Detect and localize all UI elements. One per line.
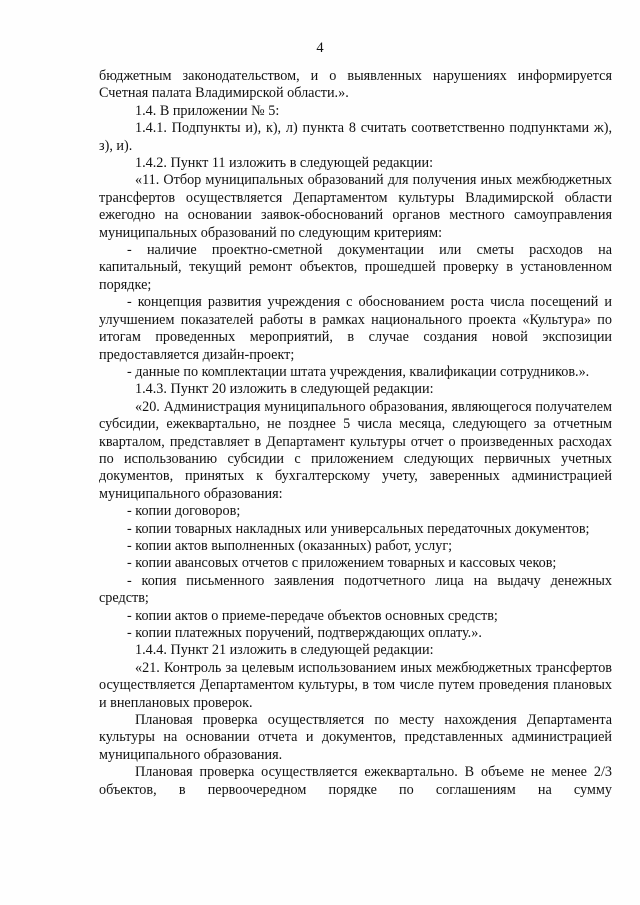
document-body (99, 68, 612, 799)
section-heading: 1.4.4. Пункт 21 изложить в следующей редакции: (135, 642, 434, 659)
page-number: 4 (316, 40, 324, 56)
list-item: - копии авансовых отчетов с приложением товарных и кассовых чеков; (127, 555, 557, 572)
list-item: - данные по комплектации штата учреждения, квалификации сотрудников.». (127, 363, 590, 380)
paragraph: бюджетным законодательством, и о выявленных нарушениях информируется Счетная палата Владимирской области.». (99, 68, 612, 102)
list-item: - копии актов выполненных (оказанных) работ, услуг; (127, 537, 453, 554)
paragraph: Плановая проверка осуществляется по месту нахождения Департамента культуры на основании отчета и документов, представленных администрацией муниципального образования. (99, 712, 612, 763)
section-heading: 1.4. В приложении № 5: (135, 102, 280, 119)
list-item: - концепция развития учреждения с обоснованием роста числа посещений и улучшением показателей работы в рамках национального проекта «Культура» по итогам проведенных мероприятий, в случае создания новой экспозиции предоставляется дизайн-проект; (99, 294, 612, 363)
paragraph: 1.4.1. Подпункты и), к), л) пункта 8 считать соответственно подпунктами ж), з), и). (99, 120, 612, 154)
list-item: - наличие проектно-сметной документации или сметы расходов на капитальный, текущий ремонт объектов, прошедшей проверку в установленном порядке; (99, 242, 612, 293)
paragraph: «20. Администрация муниципального образования, являющегося получателем субсидии, ежеквартально, не позднее 5 числа месяца, следующего за отчетным кварталом, представляет в Департамент культуры отчет о произведенных расходах по использованию субсидии с приложением следующих первичных учетных документов, принятых к бухгалтерскому учету, заверенных администрацией муниципального образования: (99, 398, 612, 502)
list-item: - копии договоров; (127, 503, 241, 520)
paragraph: «21. Контроль за целевым использованием иных межбюджетных трансфертов осуществляется Департаментом культуры, в том числе путем проведения плановых и внеплановых проверок. (99, 659, 612, 711)
list-item: - копии актов о приеме-передаче объектов основных средств; (127, 607, 498, 624)
list-item: - копии товарных накладных или универсальных передаточных документов; (127, 520, 590, 537)
paragraph: Плановая проверка осуществляется ежеквартально. В объеме не менее 2/3 объектов, в первоочередном порядке по соглашениям на сумму (99, 764, 612, 798)
list-item: - копия письменного заявления подотчетного лица на выдачу денежных средств; (99, 572, 612, 607)
section-heading: 1.4.2. Пункт 11 изложить в следующей редакции: (135, 155, 434, 172)
section-heading: 1.4.3. Пункт 20 изложить в следующей редакции: (135, 381, 434, 398)
list-item: - копии платежных поручений, подтверждающих оплату.». (127, 625, 482, 641)
paragraph: «11. Отбор муниципальных образований для получения иных межбюджетных трансфертов осуществляется Департаментом культуры Владимирской области ежегодно на основании заявок-обоснований органов местного самоуправления муниципальных образований по следующим критериям: (99, 172, 612, 241)
